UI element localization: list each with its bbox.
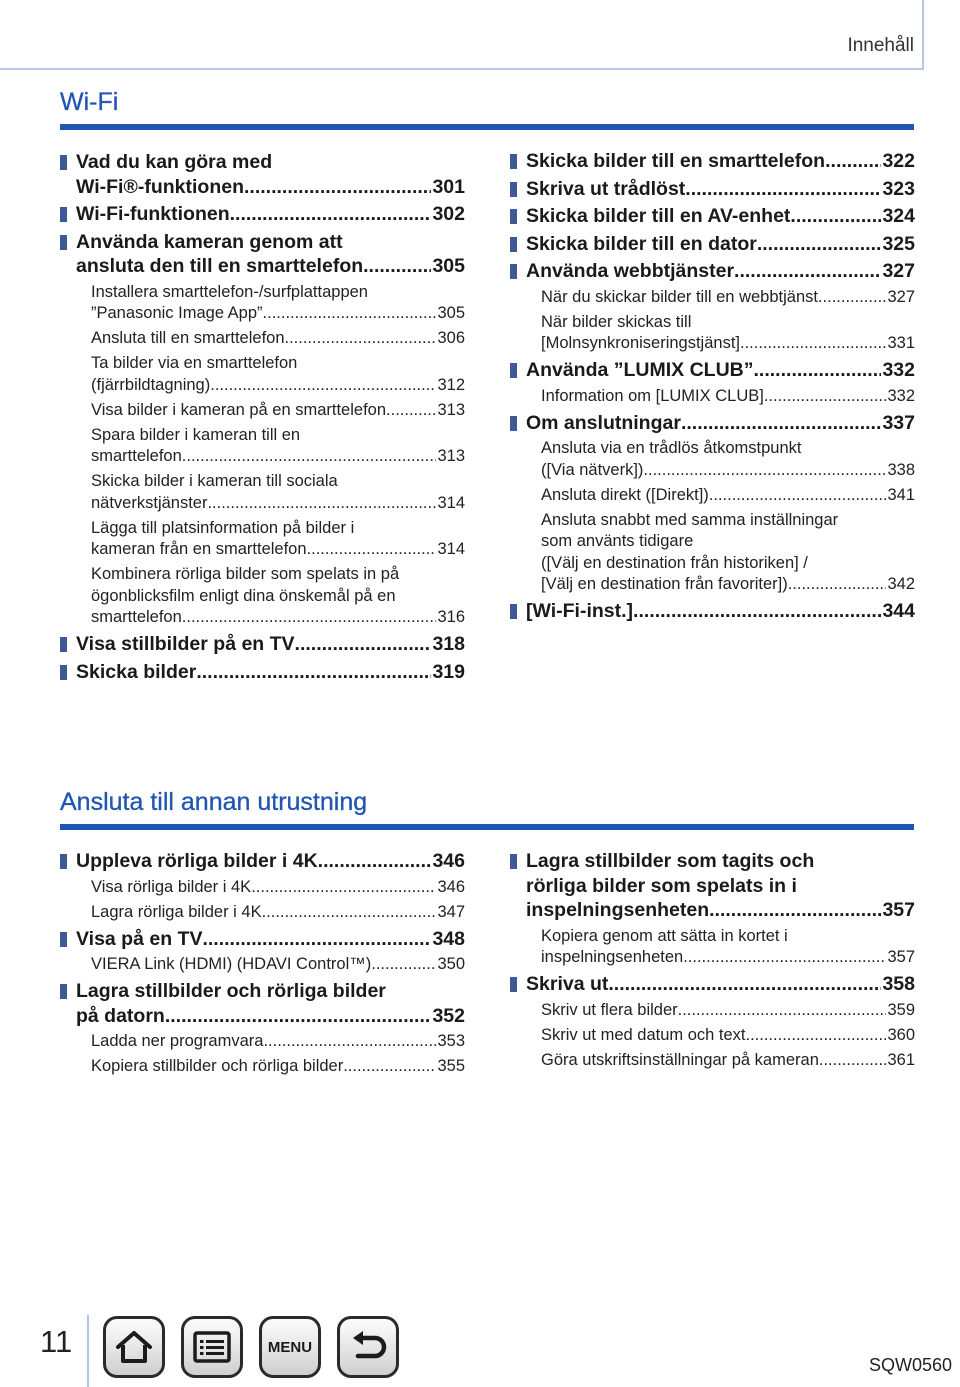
page-ref: 341 xyxy=(887,485,915,504)
bullet-marker xyxy=(60,637,67,652)
entry-line xyxy=(76,660,465,685)
toc-subentry[interactable] xyxy=(60,902,465,924)
dot-leader xyxy=(307,539,437,561)
home-button[interactable] xyxy=(103,1316,165,1378)
entry-line xyxy=(526,149,915,174)
entry-text: Ansluta via en trådlös åtkomstpunkt xyxy=(541,439,802,457)
entry-text: Skriva ut trådlöst xyxy=(526,177,686,200)
entry-text: Kopiera genom att sätta in kortet i xyxy=(541,926,788,945)
page-ref: 318 xyxy=(432,633,465,655)
page-ref: 357 xyxy=(887,948,915,966)
entry-line xyxy=(526,411,915,436)
page-ref: 359 xyxy=(887,1000,915,1019)
entry-text: Visa på en TV xyxy=(76,927,203,950)
page-ref: 305 xyxy=(437,304,465,322)
entry-line xyxy=(91,400,465,422)
table-of-contents-button[interactable] xyxy=(181,1316,243,1378)
toc-entry[interactable] xyxy=(60,230,465,279)
entry-line xyxy=(91,328,465,350)
entry-line xyxy=(526,232,915,257)
page-ref: 327 xyxy=(882,260,915,282)
dot-leader xyxy=(202,927,431,952)
entry-text: Skicka bilder till en dator xyxy=(526,232,757,255)
toc-entry[interactable] xyxy=(510,358,915,383)
menu-icon: MENU xyxy=(267,1338,313,1356)
entry-text: [Wi-Fi-inst.] xyxy=(526,600,634,622)
dot-leader xyxy=(285,328,437,350)
entry-text: [Molnsynkroniseringstjänst] xyxy=(541,334,740,352)
entry-text: Ansluta till en smarttelefon xyxy=(91,329,285,347)
page-ref: 331 xyxy=(887,334,915,352)
toc-subentry[interactable] xyxy=(510,1025,915,1047)
entry-text: Information om [LUMIX CLUB] xyxy=(541,386,764,405)
page-ref: 346 xyxy=(432,850,465,872)
page-ref: 305 xyxy=(432,255,465,277)
page-header xyxy=(0,0,960,75)
entry-text: inspelningsenheten xyxy=(541,948,684,966)
dot-leader xyxy=(754,358,882,383)
header-title[interactable]: Innehåll xyxy=(847,35,914,56)
dot-leader xyxy=(207,493,436,515)
entry-line xyxy=(541,287,915,309)
entry-text: När du skickar bilder till en webbtjänst xyxy=(541,287,818,306)
entry-line xyxy=(91,607,465,629)
bullet-marker xyxy=(60,207,67,222)
dot-leader xyxy=(386,400,436,422)
toc-subentry[interactable] xyxy=(60,954,465,976)
page-ref: 332 xyxy=(882,359,915,381)
entry-line xyxy=(91,1031,465,1053)
toc-column-other-right xyxy=(510,849,915,1075)
header-rule-vertical xyxy=(922,0,924,70)
dot-leader xyxy=(681,411,882,436)
dot-leader xyxy=(244,175,431,200)
dot-leader xyxy=(196,660,431,685)
entry-text: Visa bilder i kameran på en smarttelefon xyxy=(91,400,387,419)
entry-line xyxy=(76,927,465,952)
toc-subentry[interactable] xyxy=(510,438,915,481)
entry-text: ([Välj en destination från historiken] / xyxy=(541,553,808,572)
entry-text: (fjärrbildtagning) xyxy=(91,375,211,394)
entry-line xyxy=(526,204,915,229)
entry-text: Skicka bilder till en AV-enhet xyxy=(526,205,791,227)
section-heading-other-equipment xyxy=(60,788,914,830)
bullet-marker xyxy=(510,416,517,431)
dot-leader xyxy=(740,333,886,355)
entry-text: Wi-Fi®-funktionen xyxy=(76,175,244,198)
dot-leader xyxy=(295,632,432,657)
entry-line xyxy=(541,574,915,596)
page-ref: 313 xyxy=(437,447,465,465)
page-ref: 342 xyxy=(887,575,915,593)
entry-line xyxy=(91,1056,465,1078)
footer-divider xyxy=(87,1315,89,1387)
toc-entry[interactable] xyxy=(510,204,915,229)
toc-column-other-left xyxy=(60,849,465,1081)
page-ref: 314 xyxy=(437,540,465,558)
entry-text: kameran från en smarttelefon xyxy=(91,540,307,558)
page-ref: 322 xyxy=(882,150,915,172)
dot-leader xyxy=(709,898,881,923)
bullet-marker xyxy=(510,854,517,869)
toc-subentry[interactable] xyxy=(60,471,465,514)
toc-entry[interactable] xyxy=(510,232,915,257)
toc-subentry[interactable] xyxy=(510,510,915,596)
dot-leader xyxy=(790,204,881,229)
entry-text: Lagra stillbilder och rörliga bilder xyxy=(76,980,386,1002)
toc-entry[interactable] xyxy=(510,972,915,997)
page-footer xyxy=(0,1300,960,1387)
bullet-marker xyxy=(510,264,517,279)
entry-line xyxy=(76,849,465,874)
toc-subentry[interactable] xyxy=(510,926,915,969)
section-rule xyxy=(60,824,914,830)
entry-text: Använda webbtjänster xyxy=(526,260,735,282)
entry-text: ([Via nätverk]) xyxy=(541,460,644,479)
entry-text: Ansluta snabbt med samma inställningar xyxy=(541,510,839,529)
entry-line xyxy=(526,898,915,923)
toc-subentry[interactable] xyxy=(60,400,465,422)
toc-subentry[interactable] xyxy=(60,877,465,899)
entry-line xyxy=(76,632,465,657)
entry-text: Spara bilder i kameran till en xyxy=(91,425,301,444)
dot-leader xyxy=(363,254,431,279)
bullet-marker xyxy=(60,854,67,869)
dot-leader xyxy=(608,972,881,997)
entry-text: smarttelefon xyxy=(91,447,182,465)
entry-line xyxy=(541,1025,915,1047)
page-ref: 324 xyxy=(882,205,915,227)
entry-text: Göra utskriftsinställningar på kameran xyxy=(541,1050,819,1069)
entry-line xyxy=(91,375,465,397)
table-of-contents-icon xyxy=(192,1330,232,1364)
entry-line xyxy=(91,539,465,561)
page-ref: 301 xyxy=(432,175,465,198)
page-ref: 347 xyxy=(437,902,465,921)
page-ref: 358 xyxy=(882,973,915,995)
header-rule xyxy=(0,68,924,70)
toc-entry[interactable] xyxy=(60,979,465,1028)
toc-subentry[interactable] xyxy=(60,353,465,396)
toc-entry[interactable] xyxy=(510,177,915,202)
bullet-marker xyxy=(510,154,517,169)
toc-subentry[interactable] xyxy=(510,1000,915,1022)
toc-entry[interactable] xyxy=(60,849,465,874)
page-ref: 332 xyxy=(887,386,915,405)
entry-line xyxy=(541,947,915,969)
entry-text: VIERA Link (HDMI) (HDAVI Control™) xyxy=(91,955,372,973)
entry-line xyxy=(541,485,915,507)
page-ref: 346 xyxy=(437,877,465,896)
entry-text: Använda ”LUMIX CLUB” xyxy=(526,359,754,381)
toc-entry[interactable] xyxy=(510,259,915,284)
toc-entry[interactable] xyxy=(60,150,465,199)
document-code: SQW0560 xyxy=(868,1355,952,1375)
page-ref: 314 xyxy=(437,493,465,512)
entry-text: Skicka bilder xyxy=(76,660,197,683)
entry-text: Wi-Fi-funktionen xyxy=(76,203,230,225)
page-ref: 353 xyxy=(437,1032,465,1050)
entry-line xyxy=(541,1000,915,1022)
page-ref: 319 xyxy=(432,660,465,683)
entry-text: Använda kameran genom att xyxy=(76,230,343,253)
entry-line xyxy=(526,358,915,383)
dot-leader xyxy=(263,1031,436,1053)
bullet-marker xyxy=(60,155,67,170)
entry-line xyxy=(91,954,465,976)
bullet-marker xyxy=(60,235,67,250)
toc-column-wifi-right xyxy=(510,149,915,627)
toc-subentry[interactable] xyxy=(510,287,915,309)
page-ref: 323 xyxy=(882,177,915,200)
section-title: Wi-Fi xyxy=(60,88,119,116)
bullet-marker xyxy=(510,363,517,378)
dot-leader xyxy=(230,202,432,227)
dot-leader xyxy=(343,1056,436,1078)
toc-subentry[interactable] xyxy=(60,1056,465,1078)
entry-line xyxy=(526,259,915,284)
bullet-marker xyxy=(60,665,67,680)
dot-leader xyxy=(262,902,437,924)
dot-leader xyxy=(251,877,436,899)
entry-text: ”Panasonic Image App” xyxy=(91,304,263,322)
toc-subentry[interactable] xyxy=(60,564,465,629)
page-ref: 355 xyxy=(437,1057,465,1075)
toc-entry[interactable] xyxy=(60,927,465,952)
toc-subentry[interactable] xyxy=(510,386,915,408)
dot-leader xyxy=(685,177,881,202)
entry-text: Lagra stillbilder som tagits och xyxy=(526,850,815,872)
entry-line xyxy=(526,177,915,202)
dot-leader xyxy=(210,375,436,397)
entry-text: ansluta den till en smarttelefon xyxy=(76,255,364,277)
page-number: 11 xyxy=(40,1324,73,1359)
entry-line xyxy=(541,386,915,408)
dot-leader xyxy=(678,1000,887,1022)
toc-subentry[interactable] xyxy=(60,282,465,325)
dot-leader xyxy=(788,574,887,596)
dot-leader xyxy=(318,849,432,874)
toc-entry[interactable] xyxy=(510,149,915,174)
entry-line xyxy=(76,254,465,279)
dot-leader xyxy=(371,954,436,976)
entry-line xyxy=(76,1004,465,1029)
toc-entry[interactable] xyxy=(60,660,465,685)
page-ref: 344 xyxy=(882,600,915,622)
entry-text: Installera smarttelefon-/surfplattappen xyxy=(91,282,368,301)
dot-leader xyxy=(182,607,437,629)
page-ref: 338 xyxy=(887,460,915,479)
entry-text: Kombinera rörliga bilder som spelats in på xyxy=(91,565,400,583)
page-ref: 357 xyxy=(882,899,915,921)
entry-line xyxy=(91,446,465,468)
entry-line xyxy=(91,493,465,515)
section-heading-wifi xyxy=(60,88,914,130)
toc-subentry[interactable] xyxy=(510,312,915,355)
entry-line xyxy=(91,303,465,325)
entry-text: på datorn xyxy=(76,1004,165,1027)
toc-column-wifi-left xyxy=(60,150,465,687)
entry-line xyxy=(91,902,465,924)
entry-text: Om anslutningar xyxy=(526,411,681,434)
entry-text: Kopiera stillbilder och rörliga bilder xyxy=(91,1057,344,1075)
dot-leader xyxy=(818,287,887,309)
page-ref: 350 xyxy=(437,955,465,973)
entry-text: Lägga till platsinformation på bilder i xyxy=(91,518,355,537)
page-ref: 312 xyxy=(437,375,465,394)
entry-line xyxy=(541,460,915,482)
entry-text: Ansluta direkt ([Direkt]) xyxy=(541,485,709,504)
bullet-marker xyxy=(510,977,517,992)
back-icon xyxy=(348,1330,388,1364)
entry-text: Skicka bilder till en smarttelefon xyxy=(526,150,826,172)
dot-leader xyxy=(819,1050,887,1072)
bullet-marker xyxy=(510,604,517,619)
toc-entry[interactable] xyxy=(510,411,915,436)
entry-text: Visa stillbilder på en TV xyxy=(76,633,295,655)
entry-text: Vad du kan göra med xyxy=(76,151,273,173)
bullet-marker xyxy=(510,237,517,252)
entry-text: Ladda ner programvara xyxy=(91,1032,264,1050)
page-ref: 302 xyxy=(432,203,465,225)
dot-leader xyxy=(263,303,437,325)
toc-entry[interactable] xyxy=(510,599,915,624)
entry-text: Visa rörliga bilder i 4K xyxy=(91,877,252,896)
page-ref: 337 xyxy=(882,411,915,434)
toc-subentry[interactable] xyxy=(60,518,465,561)
page-ref: 361 xyxy=(887,1050,915,1069)
page-ref: 316 xyxy=(437,608,465,626)
dot-leader xyxy=(825,149,881,174)
entry-line xyxy=(91,877,465,899)
bullet-marker xyxy=(510,209,517,224)
section-rule xyxy=(60,124,914,130)
entry-text: Skicka bilder i kameran till sociala xyxy=(91,472,338,490)
toc-entry[interactable] xyxy=(510,849,915,923)
toc-subentry[interactable] xyxy=(510,485,915,507)
page-ref: 325 xyxy=(882,232,915,255)
entry-text: Skriv ut flera bilder xyxy=(541,1000,678,1019)
entry-text: smarttelefon xyxy=(91,608,182,626)
page-ref: 313 xyxy=(437,400,465,419)
toc-subentry[interactable] xyxy=(60,328,465,350)
dot-leader xyxy=(165,1004,432,1029)
entry-text: Uppleva rörliga bilder i 4K xyxy=(76,850,318,872)
toc-entry[interactable] xyxy=(60,202,465,227)
entry-line xyxy=(541,1050,915,1072)
dot-leader xyxy=(734,259,881,284)
dot-leader xyxy=(182,446,437,468)
entry-line xyxy=(526,599,915,624)
dot-leader xyxy=(746,1025,887,1047)
dot-leader xyxy=(764,386,887,408)
entry-text: som använts tidigare xyxy=(541,532,694,550)
bullet-marker xyxy=(60,932,67,947)
bullet-marker xyxy=(510,182,517,197)
entry-line xyxy=(526,972,915,997)
toc-subentry[interactable] xyxy=(60,425,465,468)
entry-text: ögonblicksfilm enligt dina önskemål på en xyxy=(91,586,396,605)
toc-subentry[interactable] xyxy=(510,1050,915,1072)
entry-text: Ta bilder via en smarttelefon xyxy=(91,354,298,372)
entry-text: inspelningsenheten xyxy=(526,899,710,921)
dot-leader xyxy=(757,232,882,257)
entry-text: rörliga bilder som spelats in i xyxy=(526,874,797,897)
entry-text: Skriva ut xyxy=(526,973,609,995)
dot-leader xyxy=(633,599,881,624)
dot-leader xyxy=(709,485,887,507)
entry-text: nätverkstjänster xyxy=(91,493,208,512)
dot-leader xyxy=(683,947,886,969)
section-title: Ansluta till annan utrustning xyxy=(60,788,368,816)
back-button[interactable] xyxy=(337,1316,399,1378)
page-ref: 360 xyxy=(887,1025,915,1044)
entry-line xyxy=(541,333,915,355)
menu-button[interactable] xyxy=(259,1316,321,1378)
entry-line xyxy=(76,202,465,227)
page-ref: 306 xyxy=(437,329,465,347)
toc-subentry[interactable] xyxy=(60,1031,465,1053)
page-ref: 348 xyxy=(432,927,465,950)
home-icon xyxy=(114,1329,154,1365)
toc-entry[interactable] xyxy=(60,632,465,657)
page-ref: 352 xyxy=(432,1004,465,1027)
entry-line xyxy=(76,175,465,200)
entry-text: Skriv ut med datum och text xyxy=(541,1025,746,1044)
page-ref: 327 xyxy=(887,287,915,306)
entry-text: När bilder skickas till xyxy=(541,312,692,331)
dot-leader xyxy=(643,460,886,482)
bullet-marker xyxy=(60,984,67,999)
entry-text: [Välj en destination från favoriter]) xyxy=(541,575,788,593)
entry-text: Lagra rörliga bilder i 4K xyxy=(91,902,262,921)
